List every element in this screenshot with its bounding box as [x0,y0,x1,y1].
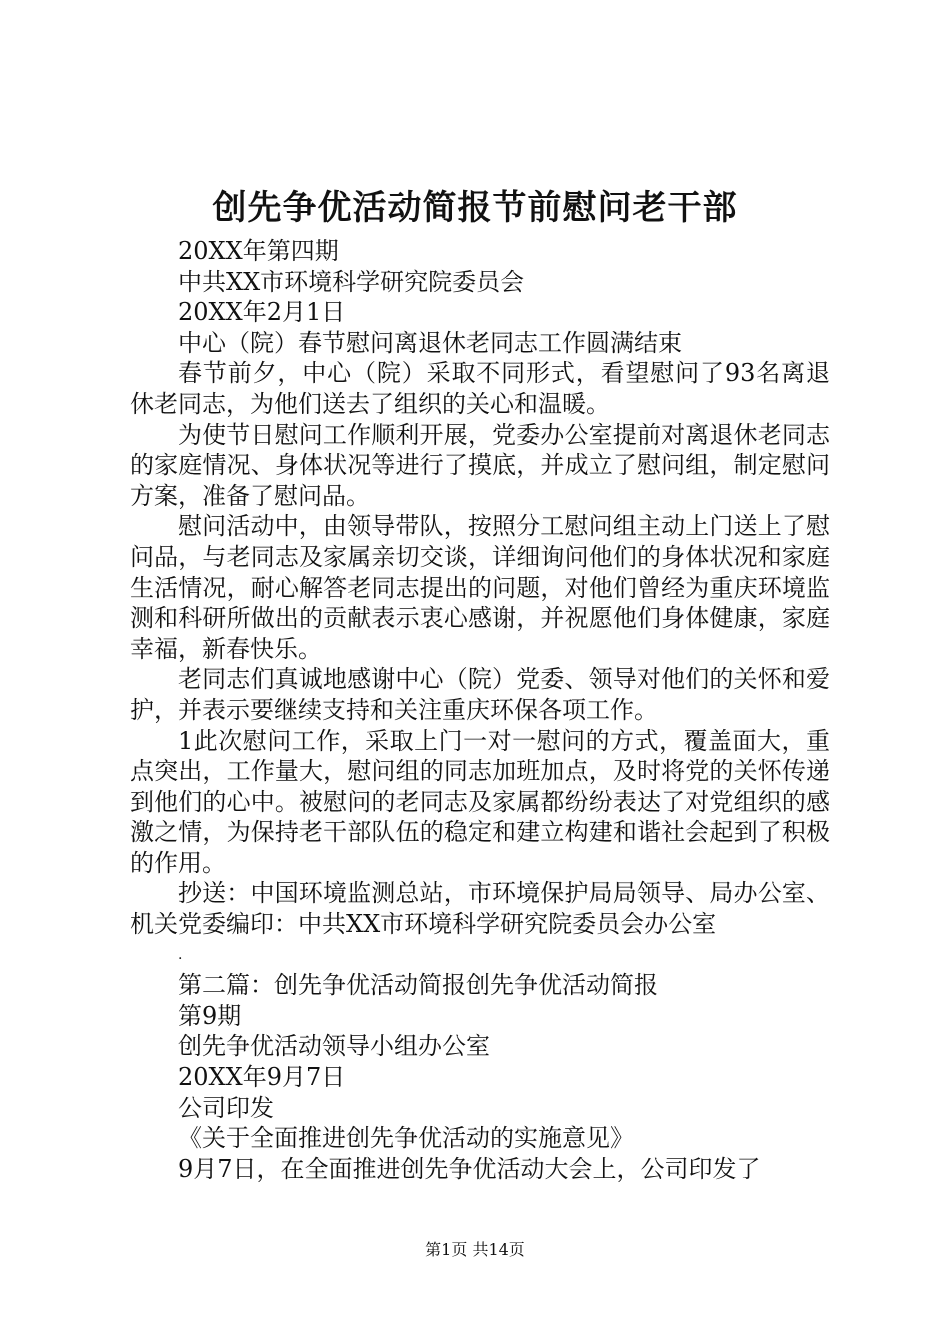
paragraph: 老同志们真诚地感谢中心（院）党委、领导对他们的关怀和爱护，并表示要继续支持和关注重庆环保各项工作。 [130,665,830,724]
paragraph: 为使节日慰问工作顺利开展，党委办公室提前对离退休老同志的家庭情况、身体状况等进行了摸底，并成立了慰问组，制定慰问方案，准备了慰问品。 [130,420,830,510]
paragraph: 抄送：中国环境监测总站，市环境保护局局领导、局办公室、机关党委编印：中共XX市环境科学研究院委员会办公室 [130,879,830,939]
document-body [130,236,830,1184]
paragraph: 第9期 [178,1001,242,1030]
paragraph: 第二篇：创先争优活动简报创先争优活动简报 [178,971,658,1000]
paragraph: 创先争优活动领导小组办公室 [178,1032,490,1061]
separator-dot: . [178,946,183,963]
document-title: 创先争优活动简报节前慰问老干部 [212,188,738,228]
paragraph: 公司印发 [178,1093,274,1122]
paragraph: 《关于全面推进创先争优活动的实施意见》 [178,1124,634,1153]
paragraph: 1此次慰问工作，采取上门一对一慰问的方式，覆盖面大，重点突出，工作量大，慰问组的同志加班加点，及时将党的关怀传递到他们的心中。被慰问的老同志及家属都纷纷表达了对党组织的感激之情，为保持老干部队伍的稳定和建立构建和谐社会起到了积极的作用。 [130,726,830,877]
paragraph: 中心（院）春节慰问离退休老同志工作圆满结束 [178,328,682,357]
page-footer: 第1页 共14页 [425,1240,525,1259]
paragraph: 慰问活动中，由领导带队，按照分工慰问组主动上门送上了慰问品，与老同志及家属亲切交谈，详细询问他们的身体状况和家庭生活情况，耐心解答老同志提出的问题，对他们曾经为重庆环境监测和科研所做出的贡献表示衷心感谢，并祝愿他们身体健康，家庭幸福，新春快乐。 [130,512,830,663]
paragraph: 20XX年第四期 [178,237,339,265]
paragraph: 中共XX市环境科学研究院委员会 [178,267,525,296]
paragraph: 9月7日，在全面推进创先争优活动大会上，公司印发了 [178,1154,761,1183]
paragraph: 20XX年2月1日 [178,298,346,327]
paragraph: 春节前夕，中心（院）采取不同形式，看望慰问了93名离退休老同志，为他们送去了组织的关心和温暖。 [130,359,830,418]
paragraph: 20XX年9月7日 [178,1063,346,1092]
